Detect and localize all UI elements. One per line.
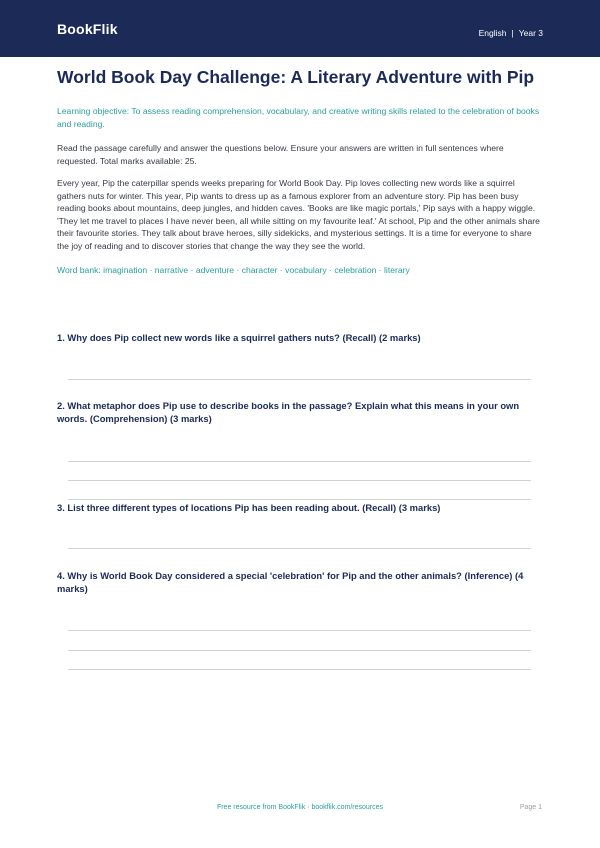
question-1	[57, 331, 543, 344]
answer-line[interactable]	[68, 480, 531, 481]
brand-logo-text: BookFlik	[57, 21, 118, 37]
question-2	[57, 399, 543, 425]
question-text: 1. Why does Pip collect new words like a squirrel gathers nuts? (Recall) (2 marks)	[57, 332, 421, 343]
worksheet-intro	[57, 66, 543, 277]
footer-credit[interactable]: Free resource from BookFlik · bookflik.com/resources	[216, 804, 384, 811]
question-3	[57, 501, 543, 514]
header-meta	[479, 29, 543, 38]
answer-line[interactable]	[68, 548, 531, 549]
word-bank: Word bank: imagination · narrative · adventure · character · vocabulary · celebration · literary	[57, 265, 410, 275]
page-header	[0, 0, 600, 57]
instructions: Read the passage carefully and answer the questions below. Ensure your answers are written in full sentences where requested. Total marks available: 25.	[57, 143, 504, 166]
answer-line[interactable]	[68, 650, 531, 651]
question-text: 4. Why is World Book Day considered a special 'celebration' for Pip and the other animals? (Inference) (4 marks)	[57, 570, 524, 594]
answer-line[interactable]	[68, 461, 531, 462]
worksheet-title: World Book Day Challenge: A Literary Adventure with Pip	[57, 67, 535, 87]
question-text: 3. List three different types of locations Pip has been reading about. (Recall) (3 marks)	[57, 502, 441, 513]
question-text: 2. What metaphor does Pip use to describe books in the passage? Explain what this means in your own words. (Comprehension) (3 marks)	[57, 400, 520, 424]
header-separator: |	[511, 28, 514, 38]
subject-label: English	[478, 28, 507, 38]
answer-line[interactable]	[68, 630, 531, 631]
answer-line[interactable]	[68, 499, 531, 500]
page-number: Page 1	[519, 804, 542, 811]
answer-line[interactable]	[68, 379, 531, 380]
learning-objective: Learning objective: To assess reading comprehension, vocabulary, and creative writing skills related to the celebration of books and reading.	[57, 106, 540, 129]
question-4	[57, 569, 543, 595]
year-label: Year 3	[518, 28, 543, 38]
reading-passage: Every year, Pip the caterpillar spends weeks preparing for World Book Day. Pip loves collecting new words like a squirrel gathers nuts for winter. This year, Pip wants to dress up as a famous explorer from an adventure story. Pip has been busy reading books about mountains, deep jungles, and hidden caves. 'Books are like magic portals,' Pip says with a happy wiggle. 'They let me travel to places I have never been, all while sitting on my favourite leaf.' At school, Pip and the other animals share their favourite stories. They talk about brave heroes, silly sidekicks, and mysterious settings. It is a time for everyone to share the joy of reading and to discover stories that change the way they see the world.	[57, 178, 540, 251]
answer-line[interactable]	[68, 669, 531, 670]
